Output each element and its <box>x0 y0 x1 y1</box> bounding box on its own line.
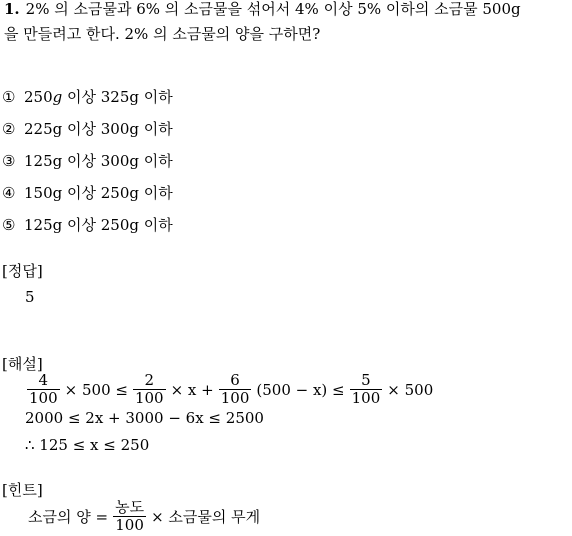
hint-lhs: 소금의 양 = <box>28 508 109 526</box>
explanation-equation-1 <box>25 372 436 407</box>
choice-text-rest: 이상 325g 이하 <box>62 88 173 106</box>
fraction-denominator: 100 <box>29 389 58 407</box>
fraction-denominator: 100 <box>351 389 381 407</box>
fraction-numerator: 5 <box>361 371 371 389</box>
fraction-numerator: 6 <box>230 371 240 389</box>
fraction <box>27 372 60 407</box>
choice-unit: g <box>52 88 63 106</box>
explanation-label: [해설] <box>2 355 43 373</box>
choice-5[interactable] <box>2 216 173 234</box>
choice-mark: ① <box>2 88 16 106</box>
choice-3[interactable] <box>2 152 173 170</box>
hint-formula <box>25 499 263 534</box>
choice-text: 150g 이상 250g 이하 <box>24 184 173 202</box>
question-text-1: 2% 의 소금물과 6% 의 소금물을 섞어서 4% 이상 5% 이하의 소금물 500g <box>25 0 521 18</box>
equation-term: × 500 <box>387 380 434 399</box>
fraction-numerator: 농도 <box>115 498 145 516</box>
equation-term: (500 − x) ≤ <box>256 380 345 399</box>
choice-text: 125g 이상 250g 이하 <box>24 216 173 234</box>
equation-term: × 500 ≤ <box>64 380 128 399</box>
question-line-1 <box>4 0 521 18</box>
fraction-denominator: 100 <box>134 389 164 407</box>
question-line-2 <box>4 25 320 43</box>
choice-4[interactable] <box>2 184 173 202</box>
question-number: 1. <box>4 0 20 18</box>
fraction-numerator: 2 <box>144 371 155 389</box>
fraction-numerator: 4 <box>38 371 49 389</box>
hint-label: [힌트] <box>2 481 43 499</box>
fraction-denominator: 100 <box>115 516 144 534</box>
explanation-equation-2: 2000 ≤ 2x + 3000 − 6x ≤ 2500 <box>25 409 264 427</box>
hint-rhs: × 소금물의 무게 <box>151 508 261 526</box>
fraction <box>133 372 166 407</box>
equation-term: × x + <box>170 380 214 399</box>
fraction <box>113 499 146 534</box>
explanation-equation-3: ∴ 125 ≤ x ≤ 250 <box>25 436 150 454</box>
choice-text: 250 <box>24 88 53 106</box>
choice-text: 225g 이상 300g 이하 <box>24 120 173 138</box>
choice-mark: ② <box>2 120 16 138</box>
question-text-2: 을 만들려고 한다. 2% 의 소금물의 양을 구하면? <box>4 25 321 43</box>
answer-label: [정답] <box>2 262 43 280</box>
fraction-denominator: 100 <box>220 389 250 407</box>
choice-1[interactable] <box>2 88 173 106</box>
choice-mark: ④ <box>2 184 16 202</box>
choice-text: 125g 이상 300g 이하 <box>24 152 173 170</box>
fraction <box>350 372 383 407</box>
answer-value: 5 <box>25 288 35 306</box>
fraction <box>219 372 252 407</box>
choice-mark: ③ <box>2 152 16 170</box>
choice-mark: ⑤ <box>2 216 16 234</box>
choice-2[interactable] <box>2 120 173 138</box>
